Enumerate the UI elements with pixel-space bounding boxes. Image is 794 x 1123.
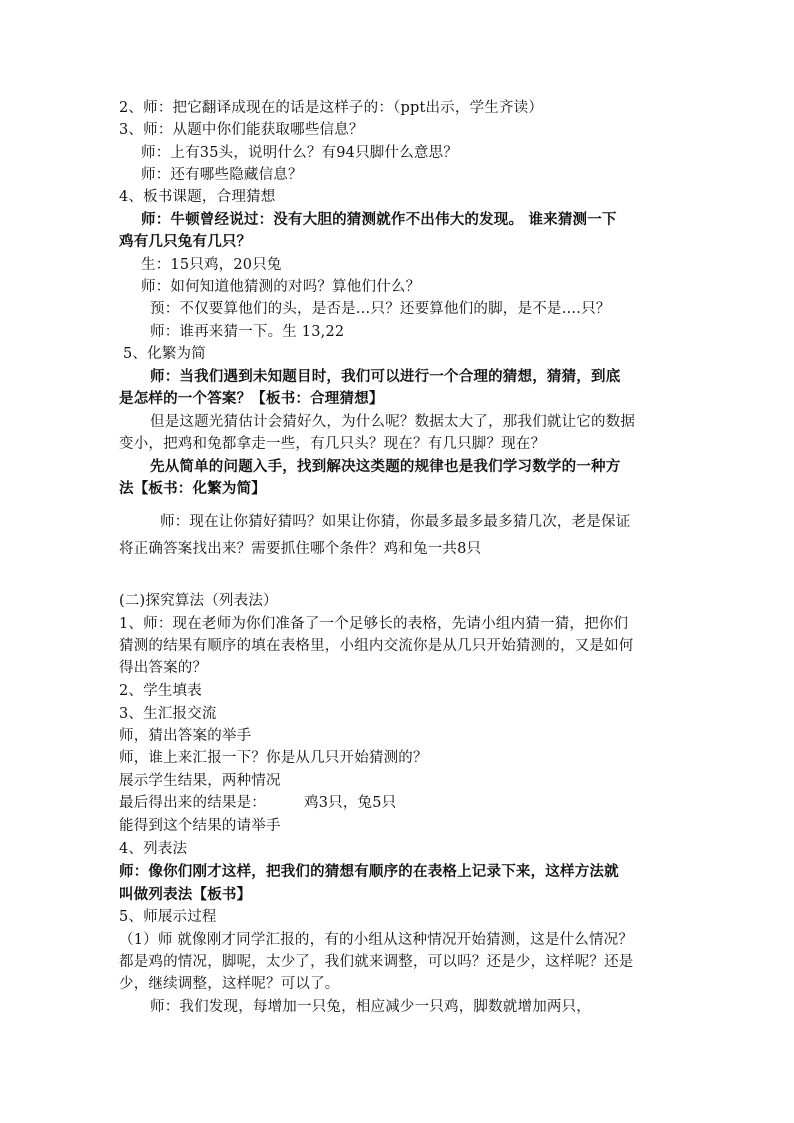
text-line: 变小，把鸡和兔都拿走一些，有几只头？现在？有几只脚？现在？ [119,436,546,452]
text-line: 5、师展示过程 [119,909,217,925]
text-line: 鸡有几只兔有几只？ [119,233,252,250]
text-line: 叫做列表法【板书】 [119,886,252,903]
text-line: 2、学生填表 [119,683,202,699]
text-line: 能得到这个结果的请举手 [119,818,281,834]
text-line: 师：像你们刚才这样，把我们的猜想有顺序的在表格上记录下来，这样方法就 [119,863,619,880]
text-line: 但是这题光猜估计会猜好久，为什么呢？数据太大了，那我们就让它的数据 [150,414,636,430]
text-line: 将正确答案找出来？需要抓住哪个条件？鸡和兔一共8只 [119,541,482,557]
text-line: 师：如何知道他猜测的对吗？算他们什么？ [141,279,421,295]
text-line: 2、师：把它翻译成现在的话是这样子的：（ppt出示，学生齐读） [119,100,544,116]
text-line: 5、化繁为简 [123,346,206,362]
text-line: 先从简单的问题入手，找到解决这类题的规律也是我们学习数学的一种方 [150,458,621,475]
text-line: 师：当我们遇到未知题目时，我们可以进行一个合理的猜想，猜猜，到底 [150,368,621,385]
text-line: 是怎样的一个答案？【板书：合理猜想】 [119,390,384,407]
result-text: 鸡3只，兔5只 [304,795,397,811]
text-line: 都是鸡的情况，脚呢，太少了，我们就来调整，可以吗？还是少，这样呢？还是 [119,954,634,970]
text-line: 师：牛顿曾经说过：没有大胆的猜测就作不出伟大的发现。 谁来猜测一下 [141,211,617,228]
text-line: 师，猜出答案的举手 [119,728,252,744]
text-line: 师：谁再来猜一下。生 13,22 [150,324,345,340]
text-line: 法【板书：化繁为简】 [119,480,266,497]
text-line: 4、列表法 [119,841,188,857]
text-line: 少，继续调整，这样呢？可以了。 [119,976,340,992]
text-line: 3、师：从题中你们能获取哪些信息？ [119,122,364,138]
text-line: 1、师：现在老师为你们准备了一个足够长的表格，先请小组内猜一猜，把你们 [119,616,629,632]
text-line: 师，谁上来汇报一下？你是从几只开始猜测的？ [119,750,428,766]
text-line: 3、生汇报交流 [119,706,217,722]
section-heading: (二)探究算法（列表法） [119,593,278,609]
text-line: 师：上有35头，说明什么？有94只脚什么意思？ [141,145,458,161]
text-line: 展示学生结果，两种情况 [119,773,281,789]
text-line: 生：15只鸡，20只兔 [141,257,282,273]
text-line: 预：不仅要算他们的头，是否是…只？还要算他们的脚，是不是….只？ [150,301,611,317]
text-line: 猜测的结果有顺序的填在表格里，小组内交流你是从几只开始猜测的，又是如何 [119,638,634,654]
text-line: （1）师 就像刚才同学汇报的，有的小组从这种情况开始猜测，这是什么情况？ [119,932,634,948]
text-line: 4、板书课题，合理猜想 [119,189,276,205]
text-line: 最后得出来的结果是： [119,795,266,811]
text-line: 师：还有哪些隐藏信息？ [141,167,303,183]
text-line: 师：现在让你猜好猜吗？如果让你猜，你最多最多最多猜几次，老是保证 [160,514,631,530]
text-line: 师：我们发现，每增加一只兔，相应减少一只鸡，脚数就增加两只， [150,999,591,1015]
text-line: 得出答案的？ [119,660,208,676]
